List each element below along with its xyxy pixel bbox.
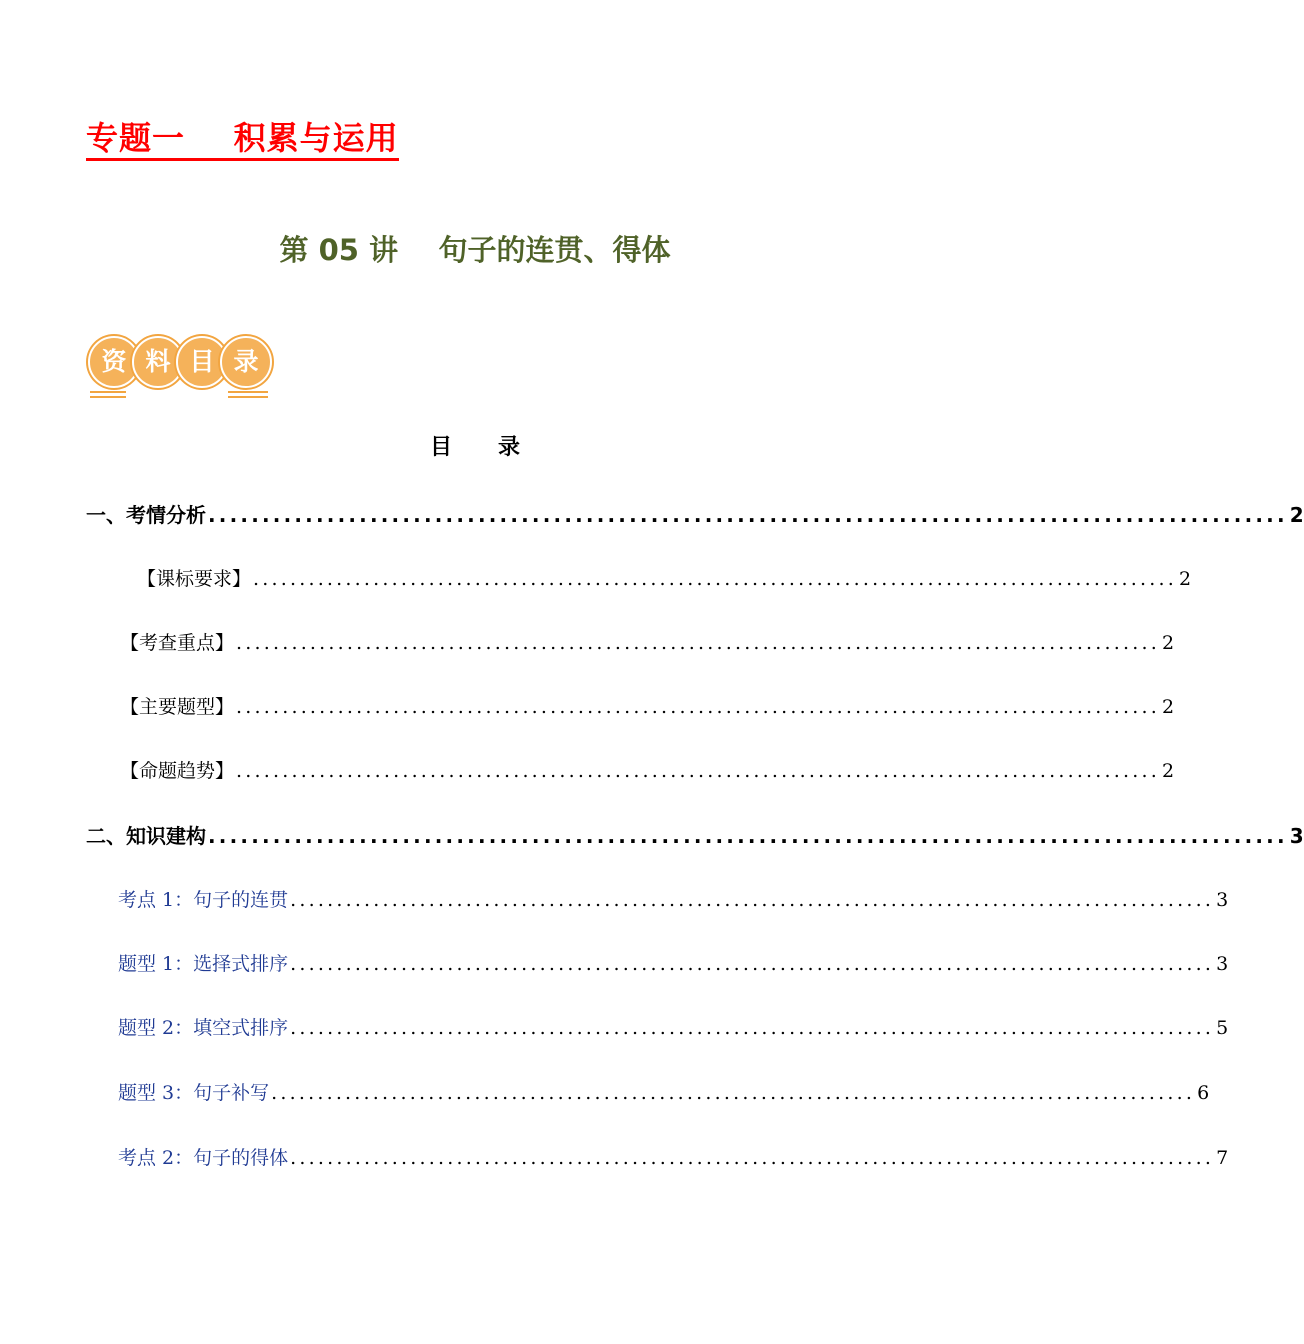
lecture-title: 第 05 讲 句子的连贯、得体 <box>279 233 671 267</box>
toc-leader-dots: .................................................................................................... <box>236 760 1160 782</box>
toc-page-number: 2 <box>1161 696 1175 718</box>
toc-leader-dots: .................................................................................................... <box>236 632 1160 654</box>
toc-leader-dots: .................................................................................................... <box>236 696 1160 718</box>
toc-leader-dots: .................................................................................................... <box>271 1082 1196 1104</box>
toc-leader-dots: .................................................................................................... <box>208 503 1288 527</box>
badge-char-3: 目 <box>176 336 228 388</box>
badge-char-1: 资 <box>88 336 140 388</box>
toc-entry-title: 【主要题型】 <box>120 696 235 718</box>
toc-leader-dots: .................................................................................................... <box>290 889 1215 911</box>
toc-entry-title: 【命题趋势】 <box>120 760 235 782</box>
toc-entry[interactable] <box>118 948 1229 980</box>
toc-entry[interactable] <box>118 1142 1229 1174</box>
toc-page-number: 2 <box>1289 503 1304 527</box>
toc-entry-title: 考点 2：句子的得体 <box>118 1147 289 1169</box>
toc-entry[interactable] <box>120 755 1175 787</box>
toc-leader-dots: .................................................................................................... <box>290 1017 1215 1039</box>
toc-entry-title: 题型 2：填空式排序 <box>118 1017 289 1039</box>
toc-page-number: 5 <box>1216 1017 1229 1039</box>
toc-entry-title: 一、考情分析 <box>86 503 206 527</box>
toc-entry-title: 考点 1：句子的连贯 <box>118 889 289 911</box>
toc-page-number: 3 <box>1216 953 1229 975</box>
topic-title: 专题一 积累与运用 <box>86 118 399 161</box>
toc-page-number: 2 <box>1178 568 1192 590</box>
toc-entry-title: 题型 1：选择式排序 <box>118 953 289 975</box>
toc-entry[interactable] <box>118 1077 1210 1109</box>
toc-page-number: 2 <box>1161 632 1175 654</box>
toc-page-number: 3 <box>1216 889 1229 911</box>
toc-entry[interactable] <box>120 627 1175 659</box>
toc-page-number: 3 <box>1289 824 1304 848</box>
toc-entry[interactable] <box>118 1012 1229 1044</box>
toc-entry[interactable] <box>86 499 1304 531</box>
toc-entry[interactable] <box>120 691 1175 723</box>
toc-entry-title: 二、知识建构 <box>86 824 206 848</box>
toc-page-number: 6 <box>1197 1082 1210 1104</box>
toc-leader-dots: .................................................................................................... <box>253 568 1177 590</box>
badge-underline <box>90 396 126 398</box>
toc-entry[interactable] <box>137 563 1192 595</box>
toc-heading: 目 录 <box>430 435 520 460</box>
toc-entry[interactable] <box>118 884 1229 916</box>
badge-char-4: 录 <box>220 336 272 388</box>
badge-underline <box>90 391 126 393</box>
badge-underline <box>228 391 268 393</box>
toc-page-number: 2 <box>1161 760 1175 782</box>
toc-entry[interactable] <box>86 820 1304 852</box>
toc-leader-dots: .................................................................................................... <box>290 1147 1215 1169</box>
contents-badge <box>88 336 274 400</box>
badge-char-2: 料 <box>132 336 184 388</box>
toc-page-number: 7 <box>1216 1147 1229 1169</box>
toc-entry-title: 【课标要求】 <box>137 568 252 590</box>
toc-leader-dots: .................................................................................................... <box>290 953 1215 975</box>
toc-leader-dots: .................................................................................................... <box>208 824 1288 848</box>
toc-entry-title: 【考查重点】 <box>120 632 235 654</box>
badge-underline <box>228 396 268 398</box>
toc-entry-title: 题型 3：句子补写 <box>118 1082 270 1104</box>
